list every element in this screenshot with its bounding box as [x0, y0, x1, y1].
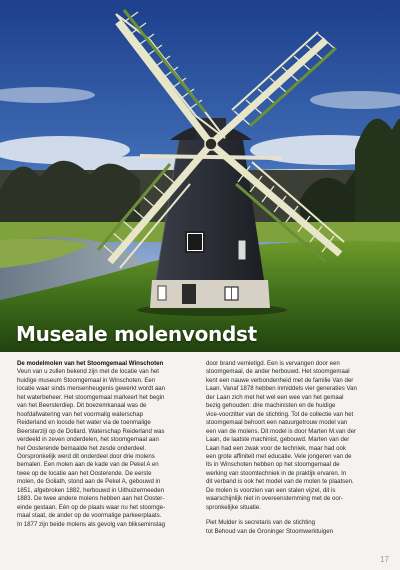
text-line: In 1877 zijn beide molens als gevolg van blikseminslag [17, 520, 166, 528]
text-line: het waterbeheer. Het stoomgemaal markeert het begin [17, 393, 165, 401]
text-line: locatie waar sinds mensenheugenis gewerkt wordt aan [17, 385, 166, 393]
text-line: dit verband is ook het model van de molen te plaatsen. [206, 478, 354, 486]
article-column-right [206, 360, 382, 536]
text-line: een grote affiniteit met educatie. Vele jongeren van de [206, 452, 352, 460]
text-line: stoomgemaal, de ander herbouwd. Het stoomgemaal [206, 368, 350, 376]
author-credit: Piet Mulder is secretaris van de stichting [206, 519, 316, 527]
text-line: spronkelijke situatie. [206, 503, 261, 511]
article-column-left [17, 360, 193, 529]
text-line: kent een nauwe verbondenheid met de familie Van der [206, 376, 354, 384]
text-line: der Laan zich met het wel een wee van het gemaal [206, 393, 344, 401]
text-line: een van de molens. Dit model is door Marten M.van der [206, 427, 357, 435]
text-line: door brand vernietigd. Een is vervangen door een [206, 360, 340, 367]
text-line: twee op de locatie aan het Oosterende. De eerste [17, 469, 152, 477]
text-line: De molen is voorzien van een stalen vijzel, dit is [206, 486, 336, 494]
text-line: vice-voorzitter van de stichting. Tot de collectie van het [206, 410, 354, 418]
text-line: 1883. De twee andere molens hebben aan het Ooster- [17, 495, 165, 503]
author-credit: tot Behoud van de Groninger Stoomwerktuigen [206, 527, 334, 535]
text-line: Veun van u zullen bekend zijn met de locatie van het [17, 368, 159, 376]
text-line: van het Beersterdiep. Dit boezemkanaal was de [17, 402, 147, 410]
text-line: Oorspronkelijk werd dit onderdeel door drie molens [17, 452, 155, 460]
text-line: Laan had een zwak voor de techniek, maar had ook [206, 444, 346, 452]
text-line: lts in Winschoten hebben op het stoomgemaal de [206, 461, 340, 469]
windmill-base [150, 280, 270, 308]
text-line: huidige museum Stoomgemaal in Winschoten. Een [17, 376, 156, 384]
text-line: einde gestaan. Eén op de plaats waar nu het stoomge- [17, 503, 166, 511]
text-line: Laan, de laatste machinist, gebouwd. Marten van der [206, 436, 350, 444]
windmill-door [182, 284, 196, 304]
text-line: stoomgemaal behoort een natuurgetrouw model van [206, 419, 348, 427]
article-headline: Museale molenvondst [16, 322, 257, 346]
text-line: maal staat, de ander op de voormalige parkeerplaats. [17, 512, 162, 520]
text-line: verdeeld in zeven onderdelen, het stoomgemaal aan [17, 436, 159, 444]
text-line: waarschijnlijk niet in overeenstemming met de oor- [206, 495, 343, 503]
text-line: Beersterzijl op de Dollard. Waterschap Reiderland was [17, 427, 165, 435]
windmill-gallery-beam [140, 156, 282, 158]
text-line: werking van stoomtechniek in de praktijk ervaren. In [206, 469, 347, 477]
article-body [17, 360, 384, 554]
text-line: hoofdafwatering van het voormalig waterschap [17, 410, 144, 418]
text-line: Reiderland en loosde het water via de toenmalige [17, 419, 151, 427]
text-line: bemalen. Een molen aan de kade van de Pekel A en [17, 461, 159, 469]
article-lead: De modelmolen van het Stoomgemaal Winschoten [17, 360, 164, 367]
page-number: 17 [380, 555, 389, 564]
text-line: molen, de Goliath, stond aan de Pekel A, gebouwd in [17, 478, 161, 486]
text-line: Laan. Vanaf 1878 hebben inmiddels vier generaties Van [206, 385, 357, 393]
text-line: bezig gehouden: drie machinisten en de huidige [206, 402, 336, 410]
text-line: 1851, afgebroken 1882, herbouwd in Uithuizermeeden [17, 486, 165, 494]
text-line: het Oosterende bemaalde het zesde onderdeel. [17, 444, 147, 452]
